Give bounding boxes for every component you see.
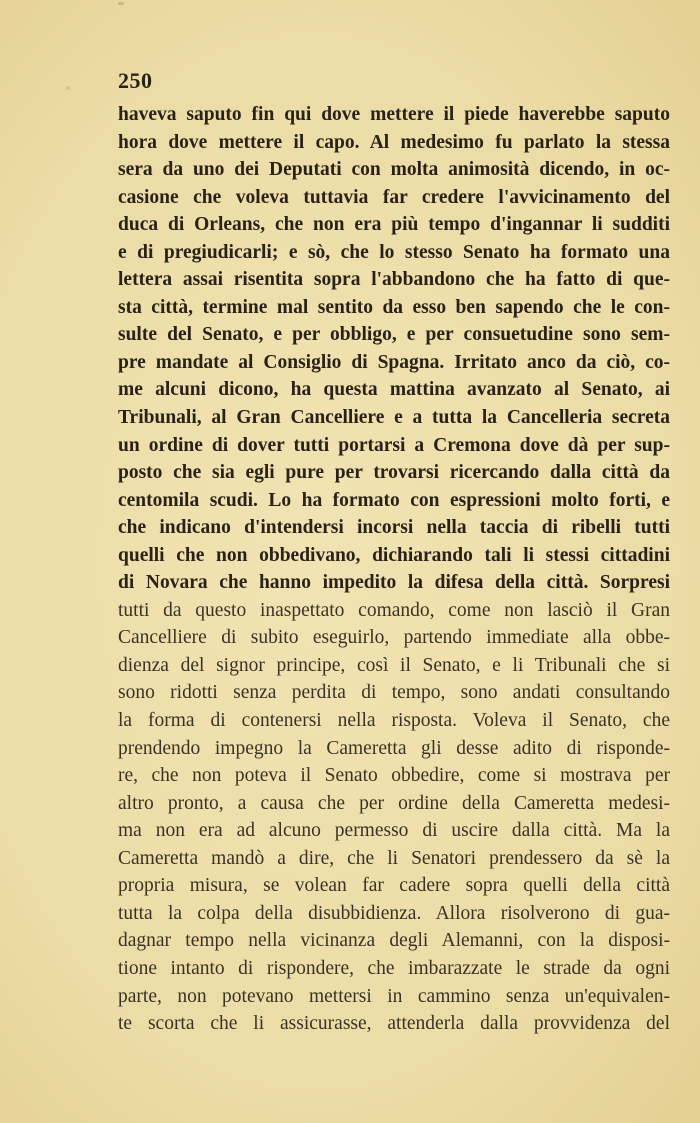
- paper-speck: [118, 2, 124, 5]
- text-line: me alcuni dicono, ha questa mattina avanzato al Senato, ai: [118, 379, 670, 401]
- paper-speck: [66, 86, 70, 90]
- text-line: te scorta che li assicurasse, attenderla dalla provvidenza del: [118, 1013, 670, 1035]
- text-line: tutta la colpa della disubbidienza. Allora risolverono di gua-: [118, 902, 670, 924]
- text-line: re, che non poteva il Senato obbedire, come si mostrava per: [118, 765, 670, 787]
- text-line: la forma di contenersi nella risposta. Voleva il Senato, che: [118, 710, 670, 732]
- text-line: Cameretta mandò a dire, che li Senatori prendessero da sè la: [118, 847, 670, 869]
- text-line: prendendo impegno la Cameretta gli desse adito di risponde-: [118, 737, 670, 759]
- text-line: quelli che non obbedivano, dichiarando tali li stessi cittadini: [118, 544, 670, 566]
- page-number: 250: [118, 68, 153, 93]
- text-line: haveva saputo fin qui dove mettere il piede haverebbe saputo: [118, 104, 670, 125]
- text-line: tione intanto di rispondere, che imbarazzate le strade da ogni: [118, 957, 670, 979]
- text-line: di Novara che hanno impedito la difesa della città. Sorpresi: [118, 572, 670, 594]
- text-line: Cancelliere di subito eseguirlo, partendo immediate alla obbe-: [118, 627, 670, 649]
- text-line: pre mandate al Consiglio di Spagna. Irritato anco da ciò, co-: [118, 351, 670, 373]
- text-line: propria misura, se volean far cadere sopra quelli della città: [118, 875, 670, 897]
- text-line: altro pronto, a causa che per ordine della Cameretta medesi-: [118, 792, 670, 814]
- text-line: hora dove mettere il capo. Al medesimo fu parlato la stessa: [118, 131, 670, 153]
- text-line: lettera assai risentita sopra l'abbandono che ha fatto di que-: [118, 269, 670, 291]
- text-line: tutti da questo inaspettato comando, come non lasciò il Gran: [118, 599, 670, 621]
- text-line: sulte del Senato, e per obbligo, e per consuetudine sono sem-: [118, 324, 670, 346]
- text-line: dienza del signor principe, così il Senato, e li Tribunali che si: [118, 654, 670, 676]
- body-text: [118, 101, 670, 1038]
- text-line: Tribunali, al Gran Cancelliere e a tutta la Cancelleria secreta: [118, 407, 670, 429]
- text-line: un ordine di dover tutti portarsi a Cremona dove dà per sup-: [118, 434, 670, 456]
- text-line: sta città, termine mal sentito da esso ben sapendo che le con-: [118, 296, 670, 318]
- text-line: sono ridotti senza perdita di tempo, sono andati consultando: [118, 682, 670, 704]
- text-line: casione che voleva tuttavia far credere l'avvicinamento del: [118, 186, 670, 208]
- text-line: che indicano d'intendersi incorsi nella taccia di ribelli tutti: [118, 517, 670, 539]
- text-line: dagnar tempo nella vicinanza degli Alemanni, con la disposi-: [118, 930, 670, 952]
- text-line: ma non era ad alcuno permesso di uscire dalla città. Ma la: [118, 820, 670, 842]
- text-line: e di pregiudicarli; e sò, che lo stesso Senato ha formato una: [118, 241, 670, 263]
- text-line: duca di Orleans, che non era più tempo d'ingannar li sudditi: [118, 214, 670, 236]
- text-line: sera da uno dei Deputati con molta animosità dicendo, in oc-: [118, 159, 670, 181]
- text-line: posto che sia egli pure per trovarsi ricercando dalla città da: [118, 462, 670, 484]
- text-line: centomila scudi. Lo ha formato con espressioni molto forti, e: [118, 489, 670, 511]
- text-line: parte, non potevano mettersi in cammino senza un'equivalen-: [118, 985, 670, 1007]
